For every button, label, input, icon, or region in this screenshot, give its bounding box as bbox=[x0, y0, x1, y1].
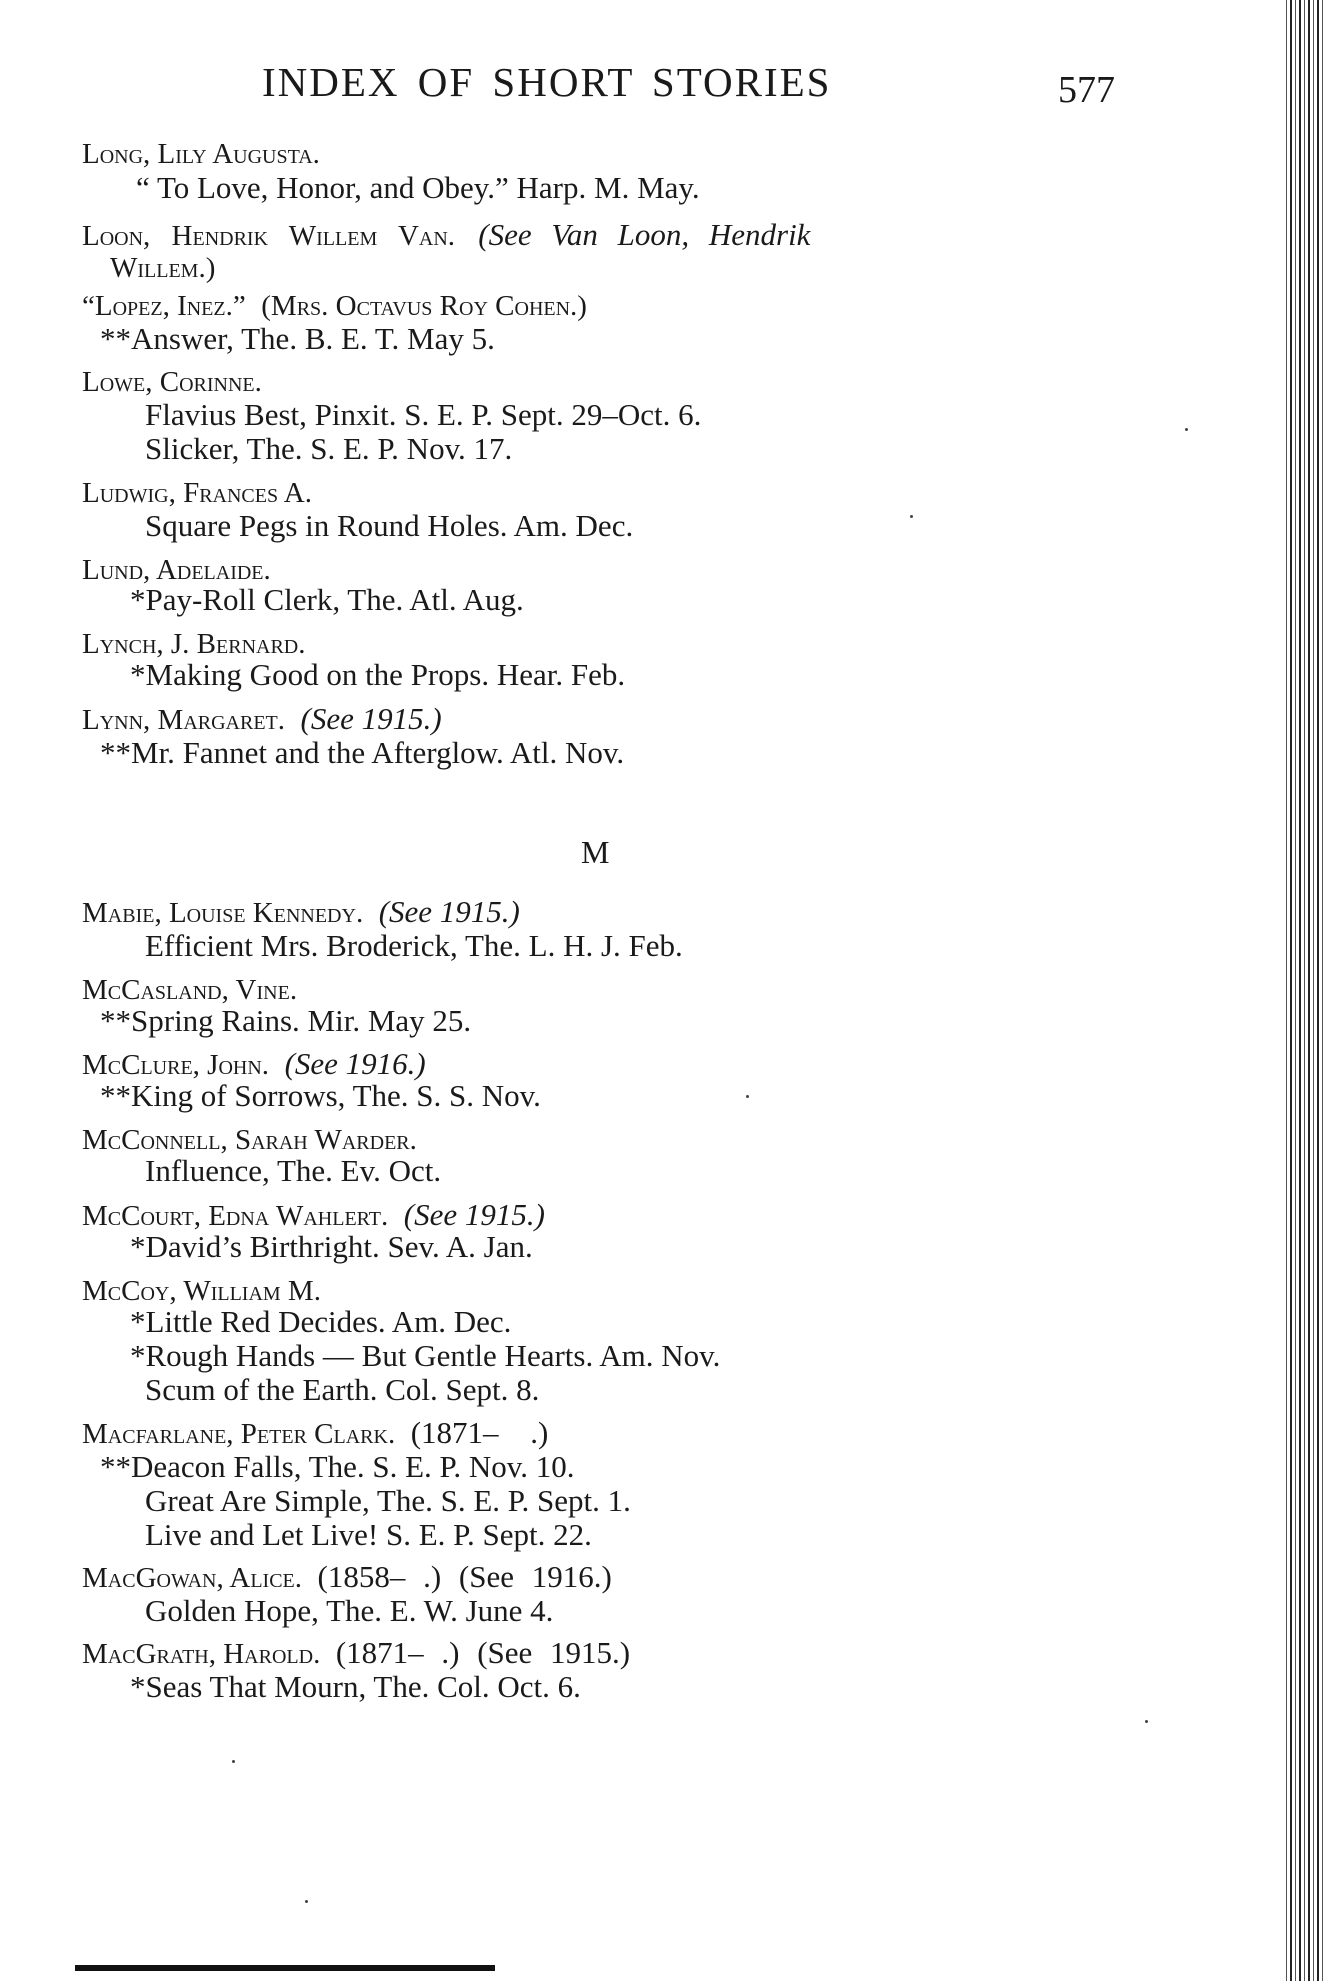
author-name: Lowe, Corinne. bbox=[82, 366, 262, 398]
scan-speck bbox=[1185, 428, 1188, 431]
author-dates: (1871– .) bbox=[410, 1415, 549, 1450]
author-name: McConnell, Sarah Warder. bbox=[82, 1124, 417, 1156]
cross-reference: (See 1915.) bbox=[300, 701, 442, 736]
author-name: McCoy, William M. bbox=[82, 1275, 321, 1307]
entry-author bbox=[82, 1636, 630, 1671]
cross-reference: (See 1916.) bbox=[284, 1046, 426, 1081]
author-name: Macfarlane, Peter Clark. bbox=[82, 1418, 396, 1450]
author-dates: (1871– .) (See 1915.) bbox=[335, 1635, 631, 1670]
scan-speck bbox=[232, 1760, 235, 1763]
page-number: 577 bbox=[1058, 69, 1115, 111]
story-line: **Mr. Fannet and the Afterglow. Atl. Nov. bbox=[100, 735, 625, 770]
author-name: Lund, Adelaide. bbox=[82, 554, 271, 586]
story-line: *Pay-Roll Clerk, The. Atl. Aug. bbox=[130, 582, 524, 617]
story-line: **Spring Rains. Mir. May 25. bbox=[100, 1003, 472, 1038]
story-line: Golden Hope, The. E. W. June 4. bbox=[145, 1593, 554, 1628]
entry-author bbox=[82, 1560, 612, 1595]
entry-author bbox=[82, 702, 442, 737]
story-line: **Deacon Falls, The. S. E. P. Nov. 10. bbox=[100, 1449, 575, 1484]
author-dates: (1858– .) (See 1916.) bbox=[317, 1559, 612, 1594]
author-name: Ludwig, Frances A. bbox=[82, 477, 312, 509]
entry-author bbox=[82, 1047, 426, 1082]
author-name: Mabie, Louise Kennedy. bbox=[82, 897, 364, 929]
story-line: *David’s Birthright. Sev. A. Jan. bbox=[130, 1229, 533, 1264]
running-head: INDEX OF SHORT STORIES bbox=[262, 59, 832, 105]
author-note: (Mrs. Octavus Roy Cohen.) bbox=[261, 290, 587, 322]
story-line: Influence, The. Ev. Oct. bbox=[145, 1153, 442, 1188]
author-name: Lynn, Margaret. bbox=[82, 704, 286, 736]
author-name: McCourt, Edna Wahlert. bbox=[82, 1200, 389, 1232]
story-line: *Rough Hands — But Gentle Hearts. Am. Nov. bbox=[130, 1338, 721, 1373]
entry-author bbox=[82, 1416, 548, 1451]
author-name-continued: Willem.) bbox=[110, 252, 216, 284]
entry-author bbox=[82, 475, 312, 510]
story-line: Great Are Simple, The. S. E. P. Sept. 1. bbox=[145, 1483, 631, 1518]
story-line: **Answer, The. B. E. T. May 5. bbox=[100, 321, 495, 356]
story-line: Live and Let Live! S. E. P. Sept. 22. bbox=[145, 1517, 592, 1552]
bottom-rule bbox=[75, 1965, 495, 1971]
story-line: Flavius Best, Pinxit. S. E. P. Sept. 29–Oct. 6. bbox=[145, 397, 702, 432]
story-line: *Making Good on the Props. Hear. Feb. bbox=[130, 657, 626, 692]
entry-author bbox=[82, 1198, 545, 1233]
entry-continuation bbox=[110, 250, 215, 285]
entry-author bbox=[82, 364, 262, 399]
story-line: **King of Sorrows, The. S. S. Nov. bbox=[100, 1078, 541, 1113]
story-line: “ To Love, Honor, and Obey.” Harp. M. May. bbox=[136, 170, 700, 205]
entry-author bbox=[82, 136, 320, 171]
cross-reference: (See 1915.) bbox=[378, 894, 520, 929]
entry-author bbox=[82, 288, 587, 323]
author-name: McCasland, Vine. bbox=[82, 974, 298, 1006]
author-name: McClure, John. bbox=[82, 1049, 270, 1081]
story-line: Square Pegs in Round Holes. Am. Dec. bbox=[145, 508, 634, 543]
author-name: Loon, Hendrik Willem Van. bbox=[82, 220, 456, 252]
author-name: Long, Lily Augusta. bbox=[82, 138, 320, 170]
entry-author bbox=[82, 1122, 417, 1157]
story-line: *Little Red Decides. Am. Dec. bbox=[130, 1304, 512, 1339]
scan-speck bbox=[746, 1095, 749, 1098]
entry-author bbox=[82, 626, 306, 661]
story-line: *Seas That Mourn, The. Col. Oct. 6. bbox=[130, 1669, 581, 1704]
section-letter-m: M bbox=[581, 834, 610, 870]
entry-author bbox=[82, 1273, 321, 1308]
author-name: Lynch, J. Bernard. bbox=[82, 628, 306, 660]
author-name: MacGowan, Alice. bbox=[82, 1562, 303, 1594]
story-line: Scum of the Earth. Col. Sept. 8. bbox=[145, 1372, 540, 1407]
author-name: “Lopez, Inez.” bbox=[82, 290, 246, 322]
cross-reference: (See Van Loon, Hendrik bbox=[478, 217, 811, 252]
entry-author bbox=[82, 895, 520, 930]
scan-speck bbox=[305, 1900, 308, 1903]
entry-author bbox=[82, 218, 810, 253]
author-name: MacGrath, Harold. bbox=[82, 1638, 321, 1670]
story-line: Slicker, The. S. E. P. Nov. 17. bbox=[145, 431, 513, 466]
book-binding-edge bbox=[1283, 0, 1325, 1981]
scan-speck bbox=[910, 515, 913, 518]
scan-speck bbox=[1145, 1720, 1148, 1723]
story-line: Efficient Mrs. Broderick, The. L. H. J. Feb. bbox=[145, 928, 683, 963]
cross-reference: (See 1915.) bbox=[403, 1197, 545, 1232]
entry-author bbox=[82, 972, 297, 1007]
